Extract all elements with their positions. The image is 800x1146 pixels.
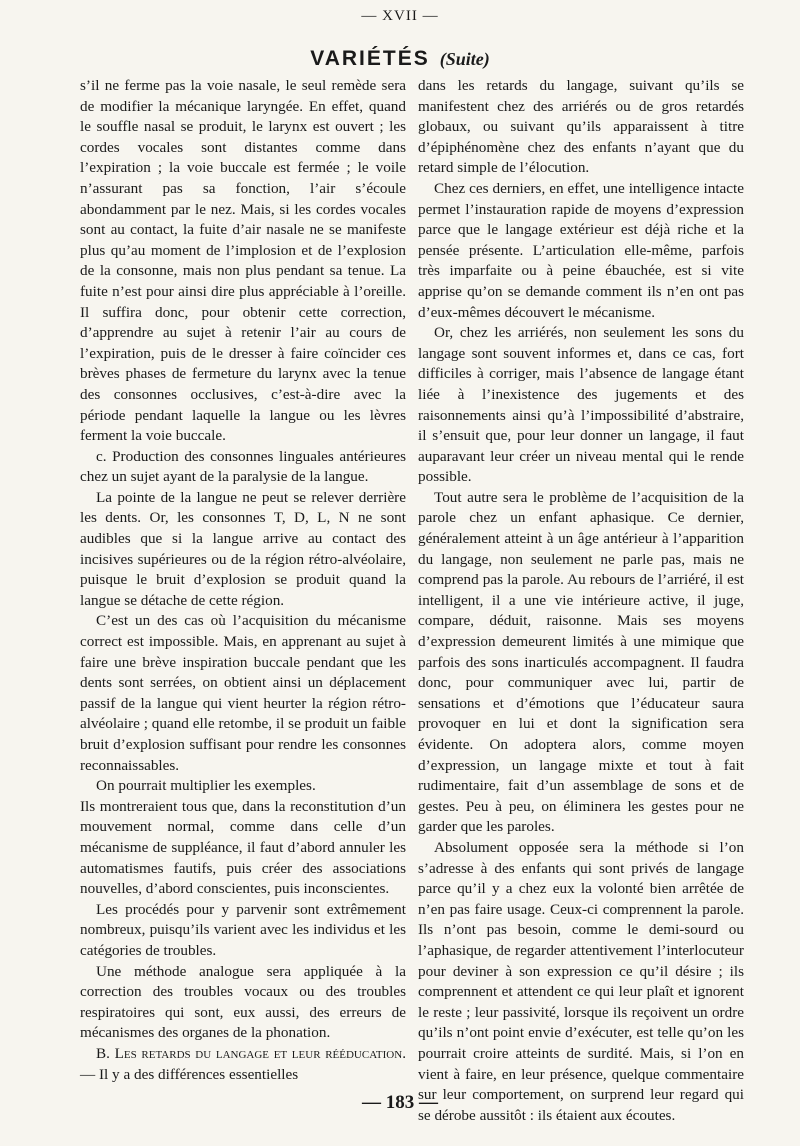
paragraph: dans les retards du langage, suivant qu’ils se manifestent chez des arriérés ou de gros retardés globaux, ou suivant qu’ils apparaissent à titre d’épiphénomène chez des enfants n’ayant que du retard simple de l’élocution.: [418, 77, 744, 177]
paragraph: La pointe de la langue ne peut se relever derrière les dents. Or, les consonnes T, D, L, N ne sont audibles que si la langue arrive au contact des incisives supérieures ou de la région rétro-alvéolaire, puisque le bruit d’explosion se produit quand la langue se détache de cette région.: [80, 488, 406, 609]
paragraph: s’il ne ferme pas la voie nasale, le seul remède sera de modifier la mécanique laryngée. En effet, quand le souffle nasal se produit, le larynx est ouvert ; les cordes vocales sont distantes comme dans l’expiration ; la voie buccale est fermée ; le voile n’assurant pas sa fonction, l’air s’écoule abondamment par le nez. Mais, si les cordes vocales sont au contact, la fuite d’air nasale ne se manifeste plus qu’au moment de l’implosion et de l’explosion de la consonne, mais non plus pendant sa tenue. La fuite n’est pour ainsi dire plus appréciable à l’oreille. Il suffira donc, pour obtenir cette correction, d’apprendre au sujet à retenir l’air au cours de l’expiration, puis de le dresser à faire coïncider ces brèves phases de fermeture du larynx avec la tenue des consonnes occlusives, c’est-à-dire avec la période pendant laquelle la langue ou les lèvres ferment la voie buccale.: [80, 77, 406, 445]
paragraph: Chez ces derniers, en effet, une intelligence intacte permet l’instauration rapide de moyens d’expression parce que le langage extérieur est déjà riche et la pensée présente. L’articulation elle-même, parfois très imparfaite ou à peine ébauchée, est si vite apprise qu’on se demande comment ils n’en ont pas d’eux-mêmes découvert le mécanisme.: [418, 179, 744, 321]
section-text: — Il y a des différences essentielles: [80, 1065, 299, 1083]
paragraph: c. Production des consonnes linguales antérieures chez un sujet ayant de la paralysie de la langue.: [80, 447, 406, 486]
paragraph: Absolument opposée sera la méthode si l’on s’adresse à des enfants qui sont privés de langage parce qu’il y a chez eux la volonté bien arrêtée de n’en pas faire usage. Ceux-ci comprennent la parole. Ils n’ont pas besoin, comme le demi-sourd ou l’aphasique, de regarder attentivement l’interlocuteur pour deviner à son expression ce qu’il désire ; ils comprennent et attendent ce qui leur plaît et ignorent le reste ; leur passivité, lorsque ils reçoivent un ordre qu’ils n’ont point envie d’exécuter, est telle qu’on les pourrait croire atteints de surdité. Mais, si l’on en vient à faire, en leur présence, quelque commentaire sur leur comportement, on surprend leur regard qui se dérobe aussitôt : ils étaient aux écoutes.: [418, 838, 744, 1124]
page-title: [0, 44, 800, 76]
paragraph: Les procédés pour y parvenir sont extrêmement nombreux, puisqu’ils varient avec les individus et les catégories de troubles.: [80, 900, 406, 959]
title-text: VARIÉTÉS: [310, 47, 430, 70]
section-paragraph: [80, 1044, 406, 1085]
paragraph: Ils montreraient tous que, dans la reconstitution d’un mouvement normal, comme dans celle d’un mécanisme de suppléance, il faut d’abord annuler les automatismes fautifs, puis créer des associations nouvelles, d’abord conscientes, puis inconscientes.: [80, 797, 406, 898]
left-column: [80, 76, 406, 1085]
paragraph: Tout autre sera le problème de l’acquisition de la parole chez un enfant aphasique. Ce dernier, généralement atteint à un âge antérieur à l’apparition du langage, non seulement ne parle pas, mais ne comprend pas la parole. Au rebours de l’arriéré, il est intelligent, il a une vie intérieure active, il juge, compare, déduit, raisonne. Mais ses moyens d’expression demeurent limités à une mimique que parfois des sons inarticulés accompagnent. Il faudra donc, pour communiquer avec lui, partir de sensations et d’émotions que l’éducateur saura provoquer en lui et dont la signification sera évidente. On adoptera alors, comme moyen d’expression, un langage mixte et tout à fait rudimentaire, fait d’un assemblage de sons et de gestes. Peu à peu, on éliminera les gestes pour ne garder que les paroles.: [418, 488, 744, 836]
paragraph: Or, chez les arriérés, non seulement les sons du langage sont souvent informes et, dans ce cas, fort difficiles à corriger, mais l’absence de langage étant liée à l’inexistence des jugements et des raisonnements ainsi qu’à l’impossibilité d’abstraire, il s’ensuit que, pour leur donner un langage, il faut auparavant leur créer un niveau mental qui le rende possible.: [418, 324, 744, 486]
paragraph: On pourrait multiplier les exemples.: [96, 777, 316, 795]
page-number: — 183 —: [362, 1092, 438, 1113]
paragraph: Une méthode analogue sera appliquée à la correction des troubles vocaux ou des troubles respiratoires qui sont, eux aussi, des erreurs de mécanismes des organes de la phonation.: [80, 962, 406, 1042]
section-heading: B. Les retards du langage et leur rééducation.: [96, 1044, 406, 1062]
title-suffix: (Suite): [439, 49, 490, 69]
right-column: [418, 76, 744, 1126]
roman-page-number: — XVII —: [361, 8, 439, 24]
paragraph: C’est un des cas où l’acquisition du mécanisme correct est impossible. Mais, en apprenant au sujet à faire une brève inspiration buccale pendant que les dents sont serrées, on obtient ainsi un déplacement passif de la langue qui vient heurter la région rétro-alvéolaire ; quand elle retombe, il se produit un faible bruit d’explosion suffisant pour rendre les consonnes reconnaissables.: [80, 612, 406, 774]
